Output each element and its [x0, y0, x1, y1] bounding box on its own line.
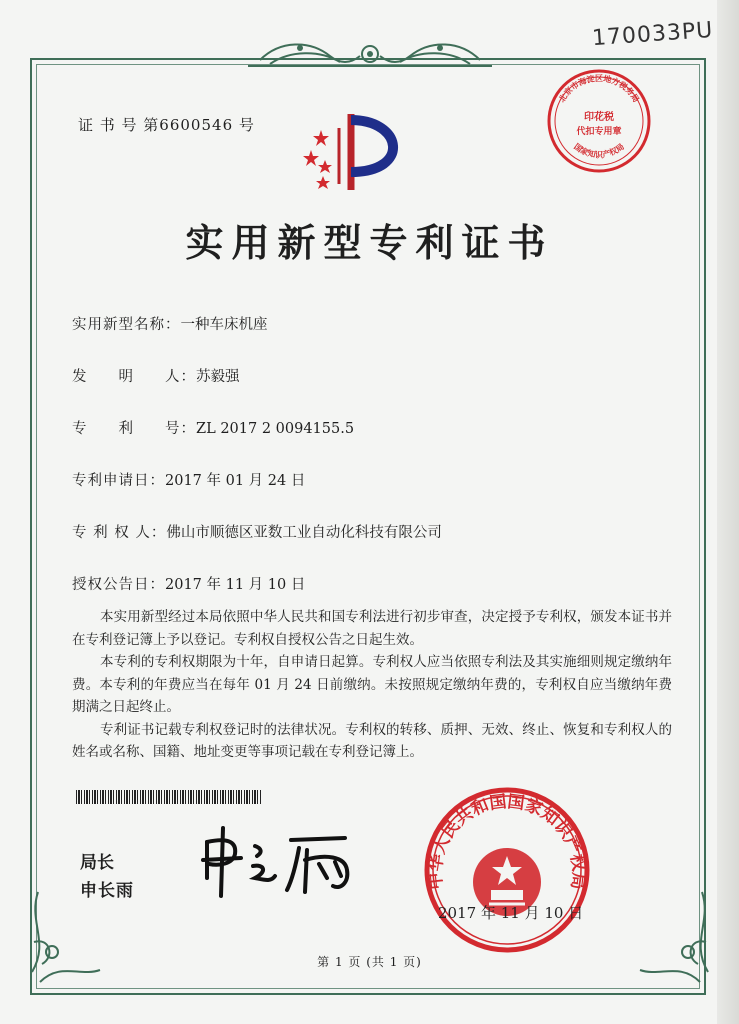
body-paragraph: 本专利的专利权期限为十年，自申请日起算。专利权人应当依照专利法及其实施细则规定缴纳年费。本专利的年费应当在每年 01 月 24 日前缴纳。未按照规定缴纳年费的，专利权自应当缴纳年费期满之日起终止。 — [72, 654, 672, 715]
issue-date: 2017 年 11 月 10 日 — [438, 904, 584, 922]
patent-office-logo — [293, 110, 413, 196]
stamp-duty-seal-bottom-text: 代扣专用章 — [576, 127, 622, 137]
national-ipa-seal-text: 中华人民共和国国家知识产权局 — [425, 791, 589, 891]
certificate-title: 实用新型专利证书 — [185, 220, 554, 265]
certificate-number: 证 书 号 第6600546 号 — [78, 116, 255, 134]
handwritten-note: 170033PU — [591, 17, 715, 52]
director-title: 局长 — [80, 853, 114, 873]
field-grant-date — [72, 573, 305, 594]
director-signature — [195, 820, 365, 900]
field-inventor — [72, 365, 240, 386]
field-value: 2017 年 01 月 24 日 — [165, 473, 306, 489]
field-patent-number — [72, 417, 354, 438]
top-ornament — [240, 36, 500, 72]
stamp-duty-seal-middle-text: 印花税 — [584, 112, 614, 123]
svg-text:国家知识产权局 — [572, 141, 626, 159]
field-value: ZL 2017 2 0094155.5 — [196, 421, 355, 437]
stamp-duty-seal — [544, 66, 654, 176]
page-edge — [717, 0, 739, 1024]
field-label: 专 利 权 人： — [72, 525, 167, 541]
page-footer: 第 1 页 (共 1 页) — [317, 955, 422, 969]
field-label: 专利申请日： — [72, 473, 165, 489]
corner-ornament-bottom-right — [630, 882, 720, 992]
field-label: 发 明 人： — [72, 369, 196, 385]
field-label: 实用新型名称： — [72, 317, 181, 333]
field-filing-date — [72, 469, 305, 490]
body-paragraph: 本实用新型经过本局依照中华人民共和国专利法进行初步审查，决定授予专利权，颁发本证书并在专利登记簿上予以登记。专利权自授权公告之日起生效。 — [72, 609, 672, 648]
field-value: 佛山市顺德区亚数工业自动化科技有限公司 — [166, 525, 442, 541]
svg-text:北京市海淀区地方税务局 — [556, 73, 640, 104]
body-paragraph: 专利证书记载专利权登记时的法律状况。专利权的转移、质押、无效、终止、恢复和专利权人的姓名或名称、国籍、地址变更等事项记载在专利登记簿上。 — [72, 721, 672, 760]
national-ipa-seal — [423, 786, 591, 954]
field-label: 专 利 号： — [72, 421, 196, 437]
field-label: 授权公告日： — [72, 577, 165, 593]
field-value: 苏毅强 — [196, 369, 240, 385]
field-value: 一种车床机座 — [180, 317, 268, 333]
stamp-duty-seal-top-text: 北京市海淀区地方税务局 — [557, 74, 641, 104]
director-name: 申长雨 — [80, 881, 134, 901]
field-patentee — [72, 521, 442, 542]
field-value: 2017 年 11 月 10 日 — [165, 577, 306, 593]
barcode — [76, 790, 262, 804]
certificate-body — [72, 606, 672, 764]
field-utility-model-name — [72, 313, 268, 334]
stamp-duty-seal-ring-text: 国家知识产权局 — [572, 141, 626, 160]
